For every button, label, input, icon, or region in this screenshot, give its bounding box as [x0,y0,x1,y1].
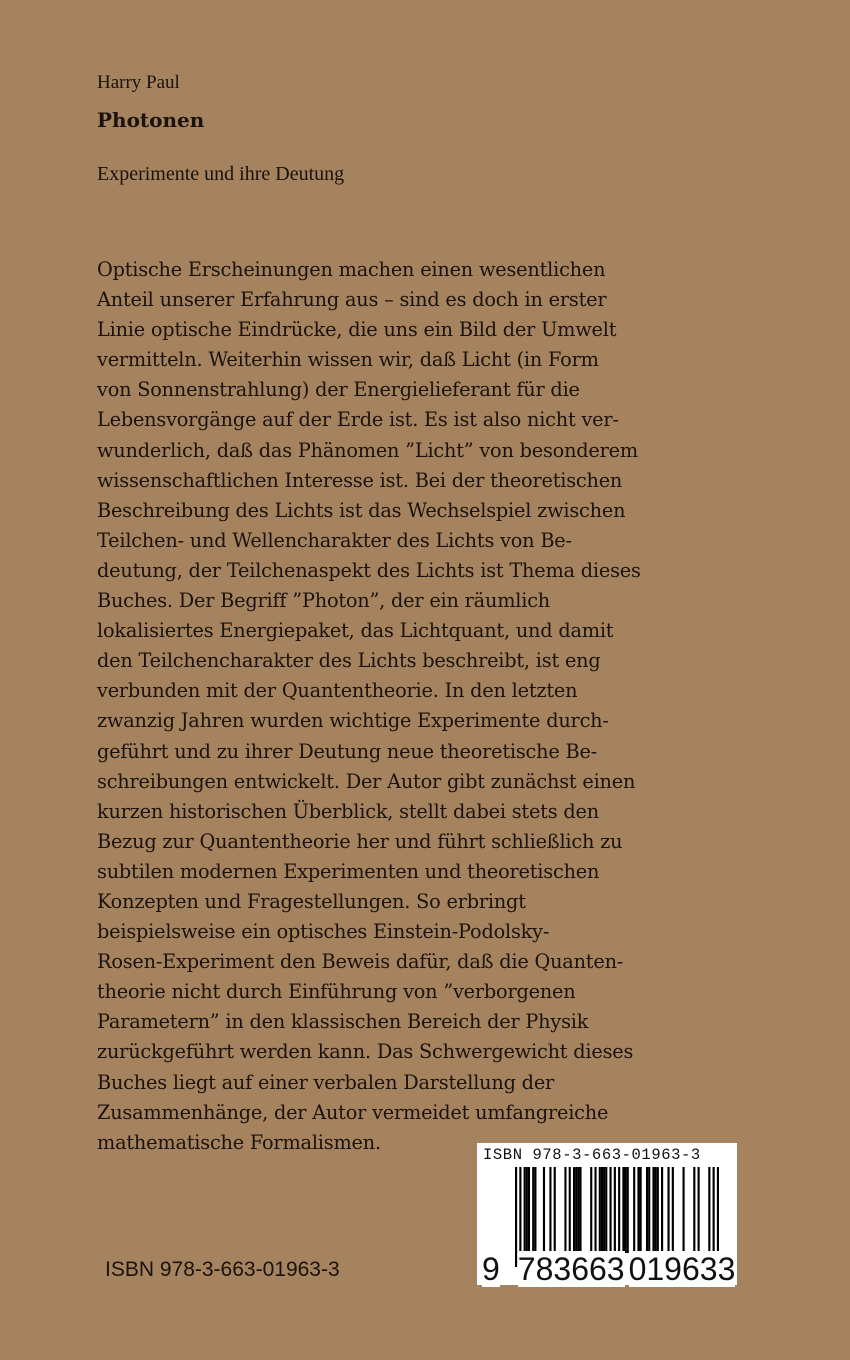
barcode-bar [698,1167,700,1253]
blurb-line: Bezug zur Quantentheorie her und führt schließlich zu [97,829,623,853]
barcode-bar [534,1167,536,1253]
isbn-barcode [477,1143,737,1285]
blurb-line: Linie optische Eindrücke, die uns ein Bild der Umwelt [97,318,617,342]
blurb-line: verbunden mit der Quantentheorie. In den letzten [97,679,578,703]
blurb-line: von Sonnenstrahlung) der Energielieferant für die [97,378,580,402]
blurb-line: Teilchen- und Wellencharakter des Lichts von Be- [97,528,572,552]
blurb-text [97,255,641,1158]
barcode-bar [532,1167,534,1253]
blurb-line: wissenschaftlichen Interesse ist. Bei der theoretischen [97,468,623,492]
barcode-first-digit: 9 [482,1251,500,1287]
barcode-bar [601,1167,603,1253]
barcode-bar [648,1167,650,1253]
barcode-bar [554,1167,556,1253]
barcode-bar [667,1167,669,1253]
blurb-line: wunderlich, daß das Phänomen ”Licht” von besonderem [97,438,638,462]
blurb-line: Lebensvorgänge auf der Erde ist. Es ist also nicht ver- [97,408,619,432]
barcode-bar [646,1167,648,1253]
blurb-line: Optische Erscheinungen machen einen wesentlichen [97,258,606,281]
blurb-line: den Teilchencharakter des Lichts beschreibt, ist eng [97,649,601,673]
barcode-bar [637,1167,639,1253]
barcode-bar [655,1167,657,1253]
isbn-text: ISBN 978-3-663-01963-3 [105,1258,340,1281]
blurb-line: deutung, der Teilchenaspekt des Lichts ist Thema dieses [97,558,641,582]
blurb-line: Anteil unserer Erfahrung aus – sind es doch in erster [97,288,607,312]
barcode-bar [708,1167,710,1253]
blurb-line: beispielsweise ein optisches Einstein-Podolsky- [97,920,550,944]
barcode-bar [622,1167,624,1253]
barcode-bar [605,1167,607,1253]
blurb-line: kurzen historischen Überblick, stellt dabei stets den [97,799,599,823]
blurb-line: Parametern” in den klassischen Bereich der Physik [97,1010,589,1034]
barcode-bar [577,1167,579,1253]
blurb-line: Beschreibung des Lichts ist das Wechselspiel zwischen [97,498,626,522]
barcode-bar [625,1167,627,1253]
blurb-line: vermitteln. Weiterhin wissen wir, daß Licht (in Form [97,348,599,372]
barcode-digits-right: 019633 [628,1251,736,1287]
barcode-digits-left: 783663 [517,1251,625,1287]
barcode-digits [482,1253,735,1285]
barcode-bar [543,1167,545,1253]
blurb-line: Rosen-Experiment den Beweis dafür, daß die Quanten- [97,950,624,974]
barcode-bar [594,1167,596,1253]
barcode-bar [633,1167,635,1253]
author-name: Harry Paul [97,72,180,93]
blurb-line: Buches. Der Begriff ”Photon”, der ein räumlich [97,589,551,613]
blurb-line: lokalisiertes Energiepaket, das Lichtquant, und damit [97,619,614,643]
barcode-bar [579,1167,581,1253]
blurb-line: schreibungen entwickelt. Der Autor gibt zunächst einen [97,769,636,793]
barcode-bar [573,1167,575,1253]
blurb-line: zurückgeführt werden kann. Das Schwergewicht dieses [97,1040,634,1064]
blurb-line: Konzepten und Fragestellungen. So erbringt [97,889,526,913]
blurb-line: zwanzig Jahren wurden wichtige Experimente durch- [97,709,609,733]
barcode-bar [590,1167,592,1253]
barcode-bar [515,1167,517,1267]
blurb-line: Buches liegt auf einer verbalen Darstellung der [97,1070,555,1094]
barcode-bar [627,1167,629,1253]
barcode-bar [526,1167,528,1253]
blurb-line: geführt und zu ihrer Deutung neue theoretische Be- [97,739,597,763]
barcode-bar [657,1167,659,1253]
blurb-line: mathematische Formalismen. [97,1130,381,1154]
barcode-bar [549,1167,551,1253]
barcode-bar [603,1167,605,1253]
blurb-line: theorie nicht durch Einführung von ”verborgenen [97,980,576,1004]
book-title: Photonen [97,108,205,132]
book-subtitle: Experimente und ihre Deutung [97,163,345,185]
barcode-bar [661,1167,663,1253]
barcode-bar [599,1167,601,1253]
barcode-bar [682,1167,684,1253]
barcode-bar [575,1167,577,1253]
barcode-bar [640,1167,642,1253]
barcode-bar [528,1167,530,1253]
barcode-isbn-label: ISBN 978-3-663-01963-3 [483,1146,701,1164]
barcode-bar [569,1167,571,1253]
barcode-bar [672,1167,674,1253]
barcode-bar [693,1167,695,1253]
blurb-line: Zusammenhänge, der Autor vermeidet umfangreiche [97,1100,609,1124]
barcode-bar [564,1167,566,1253]
barcode-bar [652,1167,654,1253]
barcode-bar [609,1167,611,1253]
blurb-line: subtilen modernen Experimenten und theoretischen [97,859,600,883]
barcode-bar [524,1167,526,1253]
